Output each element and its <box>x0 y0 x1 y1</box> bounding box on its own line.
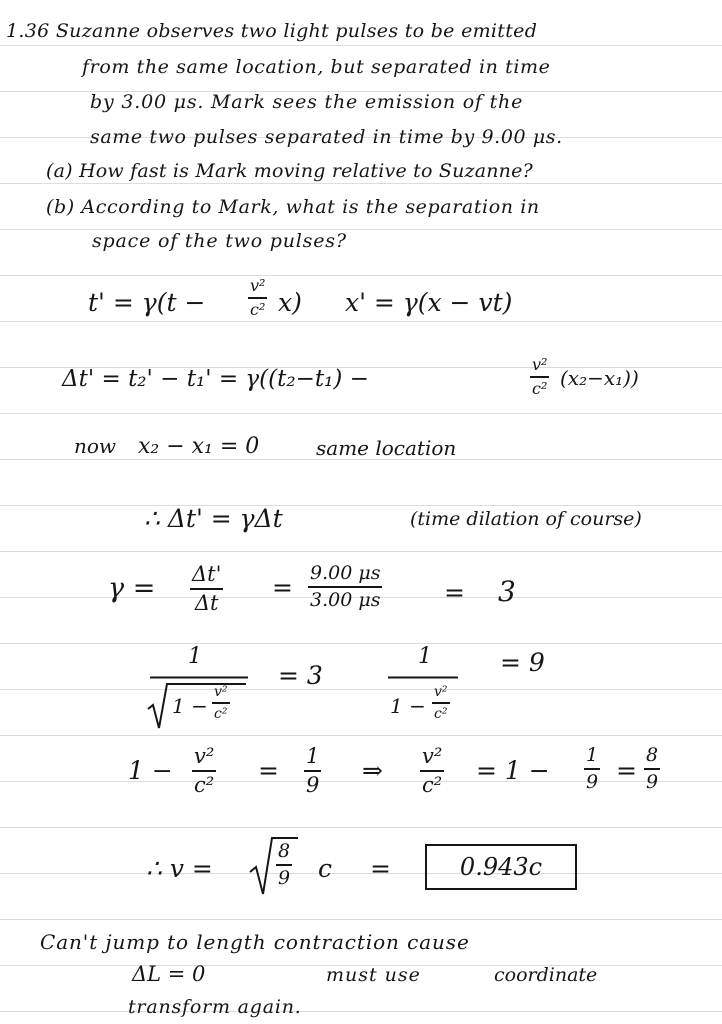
eight-ninths-num: 8 <box>646 744 659 766</box>
result-c2: c² <box>422 773 443 797</box>
squared-v2-over-c2 <box>432 685 450 721</box>
fraction-bar <box>584 768 600 770</box>
delta-c2: c² <box>532 379 548 398</box>
problem-line-6-part-b: (b) According to Mark, what is the separation in <box>46 196 540 218</box>
fraction-bar <box>248 297 267 299</box>
eight-ninths-den: 9 <box>646 771 659 793</box>
fraction-bar <box>420 770 444 772</box>
eight-ninths-under-root <box>276 842 292 888</box>
three-microseconds: 3.00 μs <box>310 589 381 611</box>
answer-prefix: ∴ v = <box>146 854 213 883</box>
solve-equals-b: = <box>616 756 637 785</box>
squared-fraction-numerator: 1 <box>418 644 432 669</box>
sqrt-v2-over-c2 <box>212 685 230 721</box>
gamma-result: 3 <box>498 575 516 608</box>
gamma-ratio-fraction <box>190 564 223 614</box>
result-v2: v² <box>422 744 443 768</box>
one-ninth-fraction-b <box>584 746 600 792</box>
implies-arrow-icon: ⇒ <box>362 756 383 785</box>
one-ninth-den-b: 9 <box>586 771 599 793</box>
fraction-bar <box>432 702 450 704</box>
delta-t-lhs: Δt' = t₂' − t₁' = γ((t₂−t₁) − <box>62 366 369 392</box>
time-dilation-note: (time dilation of course) <box>410 508 642 530</box>
solve-eq-one-minus: = 1 − <box>476 756 550 785</box>
sqrt-fraction-numerator: 1 <box>188 644 202 669</box>
answer-equals: = <box>370 854 391 883</box>
lorentz-v2-over-c2 <box>248 278 267 318</box>
gamma-equals: γ = <box>108 573 156 604</box>
gamma-eq-1: = <box>272 573 293 602</box>
sqrt-c2: c² <box>214 706 228 722</box>
fraction-bar <box>276 864 292 866</box>
root-eight: 8 <box>278 840 291 862</box>
delta-t: Δt <box>194 591 219 615</box>
final-answer: 0.943c <box>459 853 543 881</box>
squared-c2: c² <box>434 706 448 722</box>
sqrt-equals-3: = 3 <box>278 661 323 690</box>
solve-equals: = <box>258 756 279 785</box>
closing-line-1: Can't jump to length contraction cause <box>40 930 470 954</box>
delta-v2: v² <box>532 355 548 374</box>
problem-line-4: same two pulses separated in time by 9.00 μs. <box>90 126 563 148</box>
final-answer-box <box>425 844 577 890</box>
solve-v2-over-c2 <box>192 746 216 796</box>
v2-over-c2-result <box>420 746 444 796</box>
coordinate-label: coordinate <box>494 964 598 986</box>
one-ninth-num-b: 1 <box>586 744 599 766</box>
fraction-bar <box>388 676 460 680</box>
solve-one-minus: 1 − <box>128 756 173 785</box>
solve-v2: v² <box>194 744 215 768</box>
one-ninth-den: 9 <box>306 773 320 797</box>
problem-line-5-part-a: (a) How fast is Mark moving relative to Suzanne? <box>46 160 533 182</box>
fraction-bar <box>304 770 321 772</box>
fraction-bar <box>150 676 250 680</box>
one-ninth-num: 1 <box>306 744 320 768</box>
fraction-bar <box>530 376 549 378</box>
problem-line-7: space of the two pulses? <box>92 230 347 252</box>
closing-line-3: transform again. <box>128 996 302 1018</box>
fraction-bar <box>308 586 382 588</box>
sqrt-one-minus: 1 − <box>172 694 208 718</box>
fraction-bar <box>644 768 660 770</box>
same-location-note: same location <box>316 436 457 460</box>
speed-of-light-c: c <box>318 854 333 883</box>
fraction-bar <box>212 702 230 704</box>
lorentz-x-prime: x' = γ(x − vt) <box>345 288 513 317</box>
squared-v2: v² <box>434 684 448 700</box>
delta-t-tail: (x₂−x₁)) <box>560 366 639 390</box>
root-nine: 9 <box>278 867 291 889</box>
one-ninth-fraction <box>304 746 321 796</box>
time-dilation-eq: ∴ Δt' = γΔt <box>144 504 283 533</box>
lorentz-v2: v² <box>250 276 266 295</box>
lorentz-x-close: x) <box>278 288 302 317</box>
gamma-values-fraction <box>308 564 382 610</box>
fraction-bar <box>192 770 216 772</box>
lorentz-t-prime: t' = γ(t − <box>88 288 206 317</box>
nine-microseconds: 9.00 μs <box>310 562 381 584</box>
delta-l-zero: ΔL = 0 <box>132 962 206 986</box>
squared-one-minus: 1 − <box>390 694 426 718</box>
must-use-label: must use <box>326 964 421 986</box>
now-label: now <box>74 434 117 458</box>
sqrt-v2: v² <box>214 684 228 700</box>
x-difference-zero: x₂ − x₁ = 0 <box>138 434 260 459</box>
gamma-eq-2: = <box>444 578 465 607</box>
problem-line-3: by 3.00 μs. Mark sees the emission of the <box>90 91 524 113</box>
lorentz-c2: c² <box>250 300 266 319</box>
delta-t-prime: Δt' <box>192 562 222 586</box>
solve-c2: c² <box>194 773 215 797</box>
problem-line-2: from the same location, but separated in time <box>82 56 551 78</box>
problem-line-1: 1.36 Suzanne observes two light pulses to be emitted <box>6 20 538 42</box>
squared-equals-9: = 9 <box>500 648 545 677</box>
fraction-bar <box>190 588 223 590</box>
delta-v2-over-c2 <box>530 357 549 397</box>
eight-ninths-fraction <box>644 746 660 792</box>
